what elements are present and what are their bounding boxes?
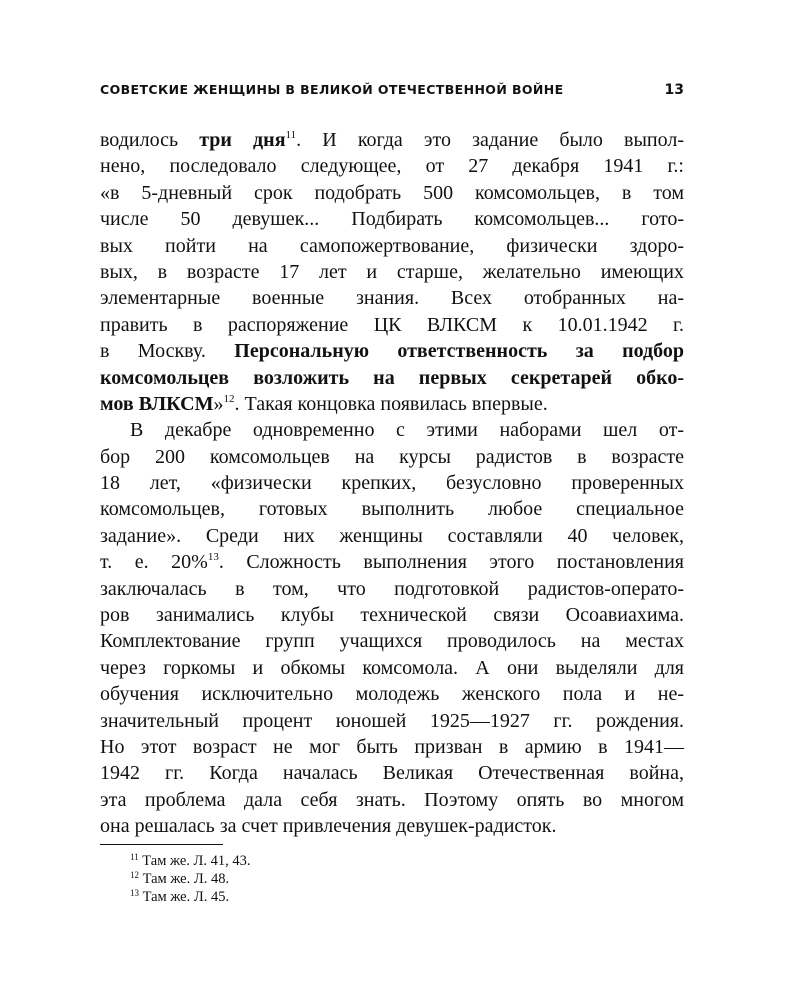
text-line: обучения исключительно молодежь женского пола и не- bbox=[100, 683, 684, 706]
text-line: «в 5-дневный срок подобрать 500 комсомольцев, в том bbox=[100, 181, 684, 204]
text-line: Комплектование групп учащихся проводилось на местах bbox=[100, 630, 684, 653]
running-header bbox=[100, 82, 684, 98]
text-line: через горкомы и обкомы комсомола. А они выделяли для bbox=[100, 656, 684, 679]
text-line: вых, в возрасте 17 лет и старше, желательно имеющих bbox=[100, 260, 684, 283]
text-line: комсомольцев, готовых выполнить любое специальное bbox=[100, 498, 684, 521]
text-line: заключалась в том, что подготовкой радистов-операто- bbox=[100, 577, 684, 600]
footnote-ref: 11 bbox=[285, 129, 297, 141]
text-line: Но этот возраст не мог быть призван в армию в 1941— bbox=[100, 735, 684, 758]
footnote-text: Там же. Л. 48. bbox=[139, 871, 230, 887]
text-line: задание». Среди них женщины составляли 40 человек, bbox=[100, 524, 684, 547]
text-line: 1942 гг. Когда началась Великая Отечественная война, bbox=[100, 762, 684, 785]
emphasis-bold: комсомольцев возложить на первых секретарей обко- bbox=[100, 366, 684, 389]
body-text bbox=[100, 127, 684, 840]
footnote bbox=[130, 888, 251, 906]
text-line: т. е. 20%$^{13}$. Сложность выполнения этого постановления bbox=[100, 551, 684, 574]
footnote bbox=[130, 870, 251, 888]
paragraph-first-line: В декабре одновременно с этими наборами шел от- bbox=[130, 419, 684, 442]
emphasis-bold: мов ВЛКСМ bbox=[100, 392, 214, 415]
footnote-divider bbox=[100, 844, 223, 845]
footnote-marker: 13 bbox=[130, 888, 139, 898]
footnote-ref: 13 bbox=[207, 551, 219, 564]
text-line bbox=[100, 365, 684, 391]
text-line: мов ВЛКСМ»$^{12}$. Такая концовка появилась впервые. bbox=[100, 392, 548, 415]
text-line: нено, последовало следующее, от 27 декабря 1941 г.: bbox=[100, 155, 684, 178]
footnote-marker: 12 bbox=[130, 870, 139, 880]
text-line: в Москву. Персональную ответственность за подбор bbox=[100, 340, 684, 363]
text-line: водилось три дня$^{11}$. И когда это задание было выпол- bbox=[100, 129, 684, 151]
footnote-marker: 11 bbox=[130, 852, 139, 862]
text-line: 18 лет, «физически крепких, безусловно проверенных bbox=[100, 472, 684, 495]
page-number: 13 bbox=[664, 82, 684, 98]
footnote-text: Там же. Л. 41, 43. bbox=[138, 853, 251, 869]
text-line: вых пойти на самопожертвование, физически здоро- bbox=[100, 234, 684, 257]
footnote-text: Там же. Л. 45. bbox=[139, 889, 230, 905]
text-line: она решалась за счет привлечения девушек-радисток. bbox=[100, 815, 557, 838]
footnote bbox=[130, 852, 251, 870]
text-line: править в распоряжение ЦК ВЛКСМ к 10.01.1942 г. bbox=[100, 313, 684, 336]
text-line: числе 50 девушек... Подбирать комсомольцев... гото- bbox=[100, 208, 684, 231]
text-line: ров занимались клубы технической связи Осоавиахима. bbox=[100, 604, 684, 627]
emphasis-bold: три дня bbox=[199, 129, 286, 151]
footnotes bbox=[130, 852, 251, 906]
running-title: СОВЕТСКИЕ ЖЕНЩИНЫ В ВЕЛИКОЙ ОТЕЧЕСТВЕННОЙ ВОЙНЕ bbox=[100, 82, 564, 97]
footnote-ref: 12 bbox=[223, 392, 235, 405]
text-line: значительный процент юношей 1925—1927 гг. рождения. bbox=[100, 709, 684, 732]
text-line: элементарные военные знания. Всех отобранных на- bbox=[100, 287, 684, 310]
text-line: бор 200 комсомольцев на курсы радистов в возрасте bbox=[100, 445, 684, 468]
text-line: эта проблема дала себя знать. Поэтому опять во многом bbox=[100, 788, 684, 811]
emphasis-bold: Персональную ответственность за подбор bbox=[234, 340, 684, 363]
